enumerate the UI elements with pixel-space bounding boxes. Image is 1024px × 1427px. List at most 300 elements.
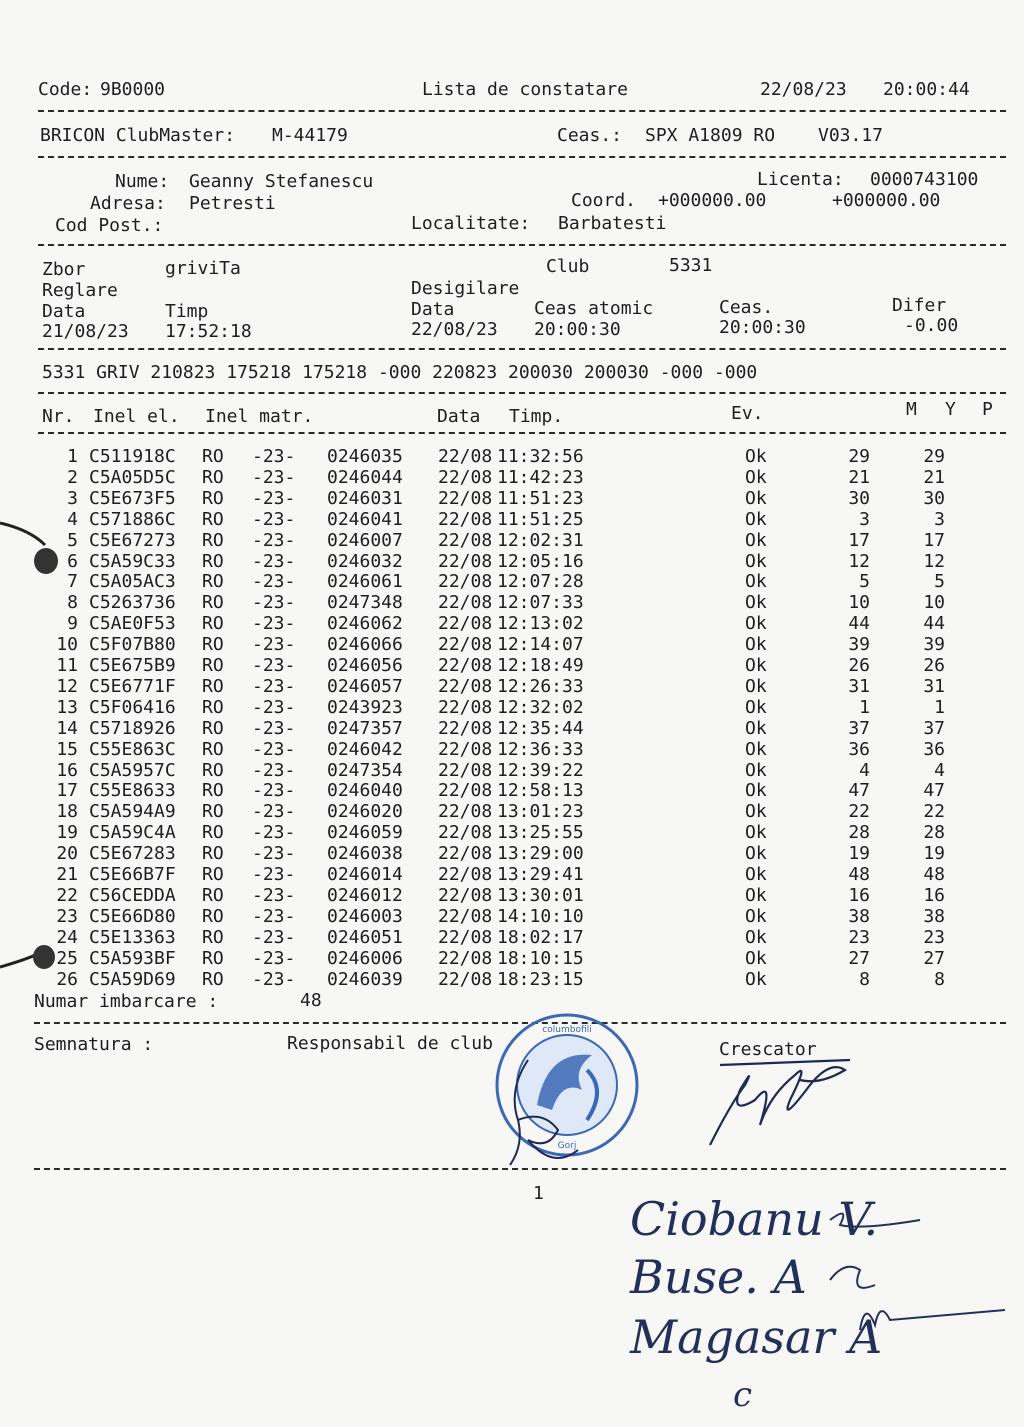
country-code: RO	[202, 884, 224, 906]
unseal-label: Desigilare	[411, 278, 520, 299]
name-value: Geanny Stefanescu	[189, 171, 374, 192]
unseal-date: 22/08/23	[411, 319, 498, 340]
p-value: 8	[934, 968, 945, 990]
m-value: 19	[848, 843, 870, 865]
ring-electronic: C5A59C4A	[89, 822, 176, 844]
locality-value: Barbatesti	[558, 213, 667, 234]
arrival-date: 22/08	[438, 905, 493, 927]
ring-serial: 0246059	[327, 822, 403, 844]
table-row	[0, 677, 1024, 698]
p-value: 10	[923, 592, 945, 614]
ring-electronic: C5A59C33	[89, 550, 176, 572]
ring-serial: 0246003	[327, 905, 403, 927]
atomic-clock-label: Ceas atomic	[534, 298, 654, 319]
country-code: RO	[202, 508, 224, 530]
ring-serial: 0246032	[327, 550, 403, 572]
arrival-date: 22/08	[438, 884, 493, 906]
row-number: 15	[56, 738, 78, 760]
divider	[38, 156, 1006, 158]
arrival-date: 22/08	[438, 487, 493, 509]
p-value: 19	[923, 843, 945, 865]
ring-electronic: C5A5957C	[89, 759, 176, 781]
event-status: Ok	[745, 592, 767, 614]
postcode-label: Cod Post.:	[55, 215, 164, 236]
report-time: 20:00:44	[883, 79, 970, 100]
table-row	[0, 531, 1024, 552]
country-code: RO	[202, 759, 224, 781]
ring-year: -23-	[252, 487, 296, 509]
country-code: RO	[202, 717, 224, 739]
m-value: 38	[848, 905, 870, 927]
ring-serial: 0247348	[327, 592, 403, 614]
p-value: 31	[923, 675, 945, 697]
boarding-value: 48	[300, 990, 322, 1011]
row-number: 25	[56, 947, 78, 969]
license-label: Licenta:	[757, 169, 844, 190]
table-row	[0, 949, 1024, 970]
ring-serial: 0247357	[327, 717, 403, 739]
divider	[38, 392, 1006, 394]
ring-year: -23-	[252, 717, 296, 739]
col-y: Y	[945, 399, 956, 420]
row-number: 11	[56, 655, 78, 676]
ring-year: -23-	[252, 550, 296, 572]
ring-year: -23-	[252, 864, 296, 885]
table-row	[0, 468, 1024, 489]
row-number: 2	[67, 466, 78, 488]
ring-year: -23-	[252, 738, 296, 760]
country-code: RO	[202, 947, 224, 969]
m-value: 27	[848, 947, 870, 969]
arrival-date: 22/08	[438, 717, 493, 739]
coord-value-2: +000000.00	[832, 190, 941, 211]
arrival-date: 22/08	[438, 634, 493, 656]
arrival-date: 22/08	[438, 968, 493, 990]
col-ring-matr: Inel matr.	[205, 406, 314, 427]
ring-electronic: C5E66D80	[89, 905, 176, 927]
ring-electronic: C5263736	[89, 592, 176, 614]
ring-serial: 0246042	[327, 738, 403, 760]
event-status: Ok	[745, 947, 767, 969]
event-status: Ok	[745, 717, 767, 739]
arrival-time: 11:42:23	[497, 466, 584, 488]
ring-electronic: C5718926	[89, 717, 176, 739]
country-code: RO	[202, 592, 224, 614]
col-date: Data	[437, 406, 481, 427]
m-value: 17	[848, 529, 870, 551]
ring-serial: 0246057	[327, 675, 403, 697]
ring-serial: 0243923	[327, 696, 403, 718]
arrival-time: 12:05:16	[497, 550, 584, 572]
row-number: 23	[56, 905, 78, 927]
club-responsible-label: Responsabil de club	[287, 1033, 493, 1054]
arrival-time: 13:29:00	[497, 843, 584, 865]
table-row	[0, 761, 1024, 782]
ring-serial: 0246061	[327, 571, 403, 593]
code-value: 9B0000	[100, 79, 166, 100]
event-status: Ok	[745, 446, 767, 467]
col-time: Timp.	[509, 406, 564, 427]
arrival-time: 12:35:44	[497, 717, 584, 739]
ring-electronic: C5F06416	[89, 696, 176, 718]
table-row	[0, 719, 1024, 740]
country-code: RO	[202, 968, 224, 990]
event-status: Ok	[745, 822, 767, 844]
code-label: Code:	[38, 79, 93, 100]
breeder-signature	[700, 1045, 860, 1155]
event-status: Ok	[745, 801, 767, 823]
p-value: 3	[934, 508, 945, 530]
country-code: RO	[202, 780, 224, 802]
ring-year: -23-	[252, 696, 296, 718]
m-value: 16	[848, 884, 870, 906]
country-code: RO	[202, 634, 224, 656]
arrival-time: 12:07:33	[497, 592, 584, 614]
ring-year: -23-	[252, 947, 296, 969]
arrival-time: 12:58:13	[497, 780, 584, 802]
arrival-date: 22/08	[438, 864, 493, 885]
ring-electronic: C5E6771F	[89, 675, 176, 697]
ring-electronic: C5E13363	[89, 926, 176, 948]
m-value: 4	[859, 759, 870, 781]
row-number: 21	[56, 864, 78, 885]
row-number: 24	[56, 926, 78, 948]
p-value: 44	[923, 613, 945, 635]
ring-year: -23-	[252, 613, 296, 635]
table-row	[0, 865, 1024, 886]
m-value: 39	[848, 634, 870, 656]
arrival-time: 12:07:28	[497, 571, 584, 593]
arrival-time: 12:36:33	[497, 738, 584, 760]
col-ring-el: Inel el.	[93, 406, 180, 427]
arrival-time: 13:01:23	[497, 801, 584, 823]
ring-year: -23-	[252, 508, 296, 530]
table-row	[0, 614, 1024, 635]
arrival-date: 22/08	[438, 759, 493, 781]
arrival-date: 22/08	[438, 738, 493, 760]
handwritten-name-1: Ciobanu V.	[630, 1192, 879, 1246]
p-value: 27	[923, 947, 945, 969]
ring-year: -23-	[252, 529, 296, 551]
svg-text:columbofili: columbofili	[542, 1025, 592, 1035]
ring-serial: 0246040	[327, 780, 403, 802]
svg-text:Gorj: Gorj	[557, 1141, 577, 1151]
ring-electronic: C5E673F5	[89, 487, 176, 509]
club-label: Club	[546, 256, 590, 277]
p-value: 28	[923, 822, 945, 844]
table-row	[0, 698, 1024, 719]
event-status: Ok	[745, 926, 767, 948]
club-signature	[488, 1050, 598, 1170]
col-p: P	[982, 399, 993, 420]
event-status: Ok	[745, 884, 767, 906]
col-nr: Nr.	[42, 406, 75, 427]
unseal-date-label: Data	[411, 299, 455, 320]
event-status: Ok	[745, 613, 767, 635]
arrival-time: 14:10:10	[497, 905, 584, 927]
table-row	[0, 635, 1024, 656]
event-status: Ok	[745, 550, 767, 572]
row-number: 7	[67, 571, 78, 593]
country-code: RO	[202, 801, 224, 823]
ring-serial: 0246051	[327, 926, 403, 948]
handwritten-name-2: Buse. A	[630, 1250, 807, 1304]
country-code: RO	[202, 487, 224, 509]
ring-serial: 0246020	[327, 801, 403, 823]
table-row	[0, 823, 1024, 844]
ring-year: -23-	[252, 634, 296, 656]
m-value: 29	[848, 446, 870, 467]
name-label: Nume:	[115, 171, 170, 192]
clock-label: Ceas.:	[557, 125, 623, 146]
report-date: 22/08/23	[760, 79, 847, 100]
m-value: 31	[848, 675, 870, 697]
ring-year: -23-	[252, 822, 296, 844]
event-status: Ok	[745, 675, 767, 697]
divider	[34, 1168, 1006, 1170]
p-value: 30	[923, 487, 945, 509]
p-value: 38	[923, 905, 945, 927]
p-value: 37	[923, 717, 945, 739]
divider	[38, 432, 1006, 434]
p-value: 17	[923, 529, 945, 551]
ring-serial: 0246006	[327, 947, 403, 969]
ring-year: -23-	[252, 466, 296, 488]
m-value: 3	[859, 508, 870, 530]
ring-year: -23-	[252, 884, 296, 906]
arrival-time: 13:29:41	[497, 864, 584, 885]
ring-electronic: C5E675B9	[89, 655, 176, 676]
row-number: 4	[67, 508, 78, 530]
event-status: Ok	[745, 780, 767, 802]
country-code: RO	[202, 655, 224, 676]
p-value: 47	[923, 780, 945, 802]
handwritten-signatures	[820, 1200, 1020, 1350]
arrival-time: 12:32:02	[497, 696, 584, 718]
p-value: 22	[923, 801, 945, 823]
arrival-date: 22/08	[438, 843, 493, 865]
ring-serial: 0246012	[327, 884, 403, 906]
table-row	[0, 970, 1024, 991]
setting-date-label: Data	[42, 301, 86, 322]
m-value: 23	[848, 926, 870, 948]
boarding-label: Numar imbarcare :	[34, 991, 219, 1012]
arrival-time: 12:39:22	[497, 759, 584, 781]
setting-time: 17:52:18	[165, 321, 252, 342]
ring-serial: 0246039	[327, 968, 403, 990]
p-value: 26	[923, 655, 945, 676]
event-status: Ok	[745, 466, 767, 488]
row-number: 18	[56, 801, 78, 823]
ring-year: -23-	[252, 655, 296, 676]
table-row	[0, 907, 1024, 928]
arrival-time: 12:14:07	[497, 634, 584, 656]
ring-serial: 0246007	[327, 529, 403, 551]
arrival-time: 11:51:25	[497, 508, 584, 530]
arrival-date: 22/08	[438, 801, 493, 823]
ring-electronic: C5A593BF	[89, 947, 176, 969]
table-row	[0, 572, 1024, 593]
license-value: 0000743100	[870, 169, 979, 190]
ring-serial: 0246062	[327, 613, 403, 635]
page-title: Lista de constatare	[422, 79, 628, 100]
row-number: 12	[56, 675, 78, 697]
ring-electronic: C5A05AC3	[89, 571, 176, 593]
setting-date: 21/08/23	[42, 321, 129, 342]
handwritten-name-3: Magasar A	[630, 1310, 883, 1364]
ring-year: -23-	[252, 780, 296, 802]
ring-serial: 0247354	[327, 759, 403, 781]
p-value: 29	[923, 446, 945, 467]
arrival-date: 22/08	[438, 655, 493, 676]
m-value: 47	[848, 780, 870, 802]
m-value: 48	[848, 864, 870, 885]
setting-label: Reglare	[42, 280, 118, 301]
locality-label: Localitate:	[411, 213, 531, 234]
setting-time-label: Timp	[165, 301, 209, 322]
event-status: Ok	[745, 634, 767, 656]
ring-electronic: C5A05D5C	[89, 466, 176, 488]
m-value: 26	[848, 655, 870, 676]
address-label: Adresa:	[90, 193, 166, 214]
ring-electronic: C5F07B80	[89, 634, 176, 656]
event-status: Ok	[745, 905, 767, 927]
event-status: Ok	[745, 759, 767, 781]
ring-electronic: C5E67273	[89, 529, 176, 551]
arrival-time: 18:02:17	[497, 926, 584, 948]
event-status: Ok	[745, 843, 767, 865]
row-number: 6	[67, 550, 78, 572]
arrival-time: 18:10:15	[497, 947, 584, 969]
diff-value: -0.00	[904, 315, 959, 336]
p-value: 16	[923, 884, 945, 906]
event-status: Ok	[745, 571, 767, 593]
country-code: RO	[202, 864, 224, 885]
arrival-time: 12:18:49	[497, 655, 584, 676]
arrival-time: 13:25:55	[497, 822, 584, 844]
m-value: 30	[848, 487, 870, 509]
table-row	[0, 886, 1024, 907]
atomic-time: 20:00:30	[534, 319, 621, 340]
ring-serial: 0246041	[327, 508, 403, 530]
arrival-time: 18:23:15	[497, 968, 584, 990]
table-row	[0, 656, 1024, 677]
country-code: RO	[202, 446, 224, 467]
event-status: Ok	[745, 738, 767, 760]
row-number: 19	[56, 822, 78, 844]
m-value: 44	[848, 613, 870, 635]
table-row	[0, 593, 1024, 614]
summary-line: 5331 GRIV 210823 175218 175218 -000 220823 200030 200030 -000 -000	[42, 362, 758, 383]
row-number: 5	[67, 529, 78, 551]
row-number: 3	[67, 487, 78, 509]
signature-label: Semnatura :	[34, 1034, 154, 1055]
divider	[38, 244, 1006, 246]
arrival-time: 12:02:31	[497, 529, 584, 551]
m-value: 1	[859, 696, 870, 718]
clubmaster-value: M-44179	[272, 125, 348, 146]
arrival-date: 22/08	[438, 696, 493, 718]
arrival-date: 22/08	[438, 822, 493, 844]
country-code: RO	[202, 926, 224, 948]
clubmaster-label: BRICON ClubMaster:	[40, 125, 236, 146]
p-value: 1	[934, 696, 945, 718]
m-value: 10	[848, 592, 870, 614]
country-code: RO	[202, 529, 224, 551]
row-number: 13	[56, 696, 78, 718]
row-number: 16	[56, 759, 78, 781]
ring-year: -23-	[252, 843, 296, 865]
event-status: Ok	[745, 508, 767, 530]
row-number: 26	[56, 968, 78, 990]
m-value: 12	[848, 550, 870, 572]
p-value: 48	[923, 864, 945, 885]
ring-electronic: C55E8633	[89, 780, 176, 802]
arrival-date: 22/08	[438, 529, 493, 551]
ring-year: -23-	[252, 801, 296, 823]
row-number: 9	[67, 613, 78, 635]
country-code: RO	[202, 550, 224, 572]
country-code: RO	[202, 843, 224, 865]
page-number: 1	[533, 1183, 544, 1204]
ring-year: -23-	[252, 571, 296, 593]
divider	[38, 348, 1006, 350]
ring-electronic: C571886C	[89, 508, 176, 530]
event-status: Ok	[745, 864, 767, 885]
ring-serial: 0246038	[327, 843, 403, 865]
punch-hole-mark	[0, 935, 70, 985]
ring-year: -23-	[252, 592, 296, 614]
row-number: 10	[56, 634, 78, 656]
arrival-date: 22/08	[438, 947, 493, 969]
club-value: 5331	[669, 255, 713, 276]
country-code: RO	[202, 571, 224, 593]
address-value: Petresti	[189, 193, 276, 214]
ring-year: -23-	[252, 926, 296, 948]
m-value: 21	[848, 466, 870, 488]
ring-electronic: C511918C	[89, 446, 176, 467]
col-ev: Ev.	[731, 403, 764, 424]
arrival-date: 22/08	[438, 780, 493, 802]
m-value: 22	[848, 801, 870, 823]
row-number: 8	[67, 592, 78, 614]
row-number: 17	[56, 780, 78, 802]
row-number: 14	[56, 717, 78, 739]
version-value: V03.17	[818, 125, 884, 146]
table-row	[0, 802, 1024, 823]
p-value: 36	[923, 738, 945, 760]
table-row	[0, 928, 1024, 949]
p-value: 12	[923, 550, 945, 572]
table-row	[0, 552, 1024, 573]
p-value: 4	[934, 759, 945, 781]
arrival-date: 22/08	[438, 446, 493, 467]
divider	[38, 110, 1006, 112]
ring-electronic: C5E67283	[89, 843, 176, 865]
arrival-time: 11:51:23	[497, 487, 584, 509]
row-number: 22	[56, 884, 78, 906]
arrival-date: 22/08	[438, 571, 493, 593]
arrival-time: 11:32:56	[497, 446, 584, 467]
ring-electronic: C5E66B7F	[89, 864, 176, 885]
ring-electronic: C5AE0F53	[89, 613, 176, 635]
event-status: Ok	[745, 529, 767, 551]
clock-time: 20:00:30	[719, 317, 806, 338]
m-value: 36	[848, 738, 870, 760]
event-status: Ok	[745, 696, 767, 718]
table-row	[0, 510, 1024, 531]
arrival-time: 13:30:01	[497, 884, 584, 906]
